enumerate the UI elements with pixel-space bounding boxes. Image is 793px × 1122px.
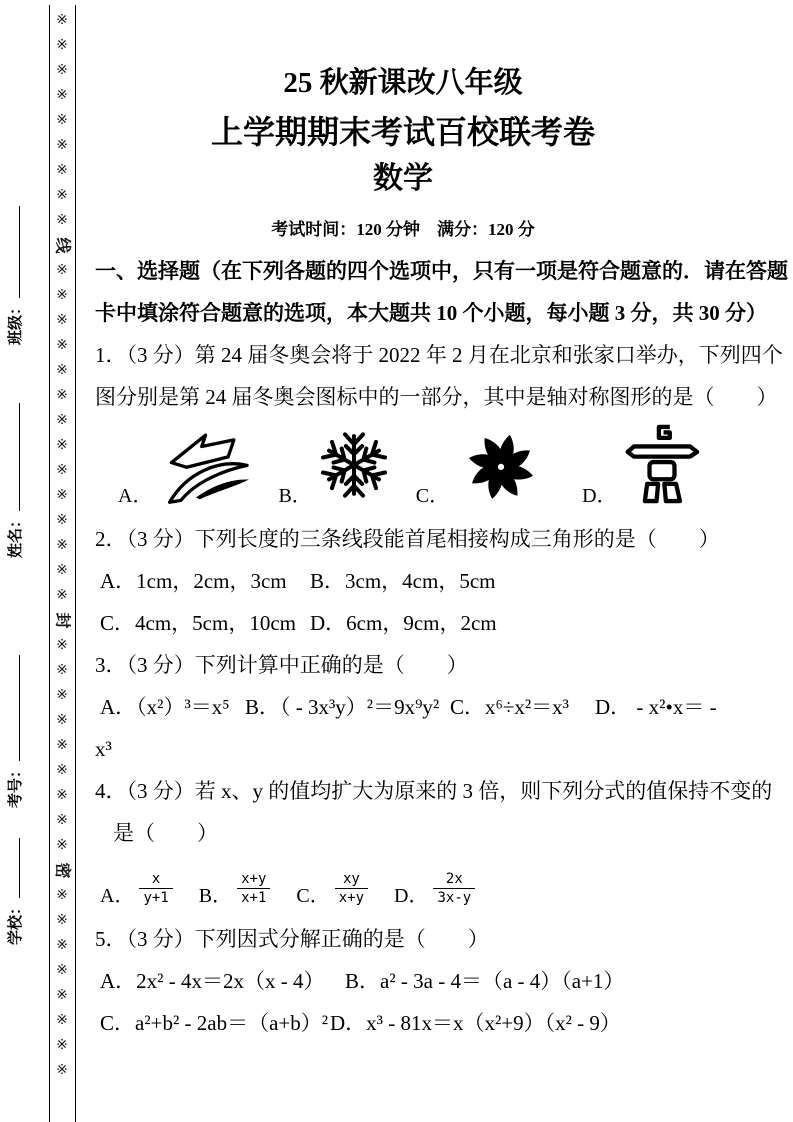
- name-field: [6, 403, 26, 558]
- seal-mark: ※: [56, 63, 68, 78]
- class-fill-blank: [6, 206, 20, 298]
- seal-mark: ※: [56, 788, 68, 803]
- q3-option-b-label: B．: [245, 695, 281, 720]
- q2-options-row1: [95, 560, 775, 602]
- q4-option-c-fraction: [335, 871, 368, 906]
- q5-option-b-label: B．: [345, 969, 381, 994]
- seal-mark: ※: [56, 913, 68, 928]
- school-field-label: 学校：: [8, 899, 24, 945]
- q3-option-a-label: A．: [100, 695, 137, 720]
- seal-mark: ※: [56, 1013, 68, 1028]
- q2-option-c-label: C．: [100, 611, 136, 636]
- q1-choice-d: [582, 422, 700, 506]
- seal-mark: ※: [56, 13, 68, 28]
- title-block: [95, 0, 711, 240]
- seal-mark: ※: [56, 463, 68, 478]
- q2-option-b-label: B．: [310, 569, 346, 594]
- seal-mark: ※: [56, 288, 68, 303]
- fraction-denominator: 3x-y: [437, 890, 472, 907]
- school-fill-blank: [6, 838, 20, 898]
- ski-swoosh-pictogram: [158, 421, 253, 506]
- seal-mark: ※: [56, 838, 68, 853]
- q1-choice-c-label: C．: [415, 485, 450, 508]
- q3-option-d-wrap: x³: [95, 737, 112, 762]
- exam-name-title: 上学期期末考试百校联考卷: [210, 113, 595, 150]
- q5-option-b-text: a² - 3a - 4＝（a - 4）（a+1）: [380, 969, 625, 994]
- q2-stem: 2．（3 分）下列长度的三条线段能首尾相接构成三角形的是（ ）: [95, 527, 720, 552]
- q5-option-d: [330, 1002, 621, 1044]
- exam-number-field: [6, 655, 26, 808]
- fraction-denominator: x+1: [241, 890, 267, 907]
- school-field: [6, 838, 26, 945]
- seal-mark: ※: [56, 738, 68, 753]
- q2-options-row2: [95, 602, 775, 644]
- q2-option-a: [100, 560, 310, 602]
- seal-word: 封: [53, 612, 71, 629]
- seal-mark: ※: [56, 213, 68, 228]
- q5-option-d-label: D．: [330, 1011, 367, 1036]
- seal-mark: ※: [56, 638, 68, 653]
- q4-option-d: [394, 871, 475, 906]
- q2-option-c: [100, 602, 310, 644]
- seal-mark: ※: [56, 813, 68, 828]
- q1-choice-c: [416, 426, 547, 506]
- q4-option-d-label: D．: [394, 885, 429, 908]
- q1-choice-d-label: D．: [582, 485, 617, 508]
- q5-option-a: [100, 960, 345, 1002]
- q5-option-c-text: a²+b² - 2ab＝（a+b）²: [135, 1011, 329, 1036]
- q3-option-d-label: D．: [595, 695, 632, 720]
- exam-time-score-info: 考试时间：120 分钟 满分：120 分: [271, 220, 535, 240]
- seal-mark: ※: [56, 38, 68, 53]
- seal-mark: ※: [56, 88, 68, 103]
- q1-choice-a-label: A．: [118, 485, 153, 508]
- exam-content: [95, 0, 788, 1044]
- q4-option-c-label: C．: [296, 885, 330, 908]
- seal-mark: ※: [56, 163, 68, 178]
- q4-option-b-fraction: [237, 871, 270, 906]
- q1-stem-line1: 1．（3 分）第 24 届冬奥会将于 2022 年 2 月在北京和张家口举办，下列四个: [95, 343, 783, 368]
- seal-mark: ※: [56, 138, 68, 153]
- fraction-numerator: 2x: [433, 871, 475, 889]
- name-fill-blank: [6, 403, 20, 511]
- section1-heading-line2: 卡中填涂符合题意的选项，本大题共 10 个小题，每小题 3 分，共 30 分）: [95, 301, 767, 326]
- seal-mark: ※: [56, 313, 68, 328]
- q3-option-a: [100, 686, 245, 728]
- q3-option-c-label: C．: [450, 695, 486, 720]
- q5-option-c-label: C．: [100, 1011, 136, 1036]
- seal-mark: ※: [56, 188, 68, 203]
- seal-mark: ※: [56, 688, 68, 703]
- q5-option-d-text: x³ - 81x＝x（x²+9）（x² - 9）: [366, 1011, 621, 1036]
- seal-column: [49, 8, 75, 1083]
- fraction-numerator: x: [139, 871, 172, 889]
- seal-mark: ※: [56, 388, 68, 403]
- q1-stem-line2: 图分别是第 24 届冬奥会图标中的一部分，其中是轴对称图形的是（ ）: [95, 385, 778, 410]
- q4-option-c: [296, 871, 368, 906]
- q5-options-row1: [95, 960, 775, 1002]
- seal-mark: ※: [56, 1063, 68, 1078]
- fraction-denominator: x+y: [338, 890, 365, 907]
- q2-option-b: [310, 560, 495, 602]
- fraction-numerator: x+y: [237, 871, 270, 889]
- seal-mark: ※: [56, 363, 68, 378]
- seal-mark: ※: [56, 713, 68, 728]
- q4-option-a-label: A．: [100, 885, 135, 908]
- seal-mark: ※: [56, 338, 68, 353]
- q5-option-c: [100, 1002, 330, 1044]
- seal-mark: ※: [56, 438, 68, 453]
- q2-option-d: [310, 602, 497, 644]
- seal-mark: ※: [56, 413, 68, 428]
- q3-option-d-text: - x²•x＝ -: [631, 695, 717, 720]
- seal-mark: ※: [56, 113, 68, 128]
- seal-word: 密: [53, 862, 71, 879]
- q1-choice-a: [118, 421, 253, 506]
- seal-mark: ※: [56, 488, 68, 503]
- q4-option-d-fraction: [433, 871, 475, 906]
- seal-mark: ※: [56, 588, 68, 603]
- questions-body: [95, 250, 788, 1044]
- exam-number-fill-blank: [6, 655, 20, 761]
- q2-option-a-text: 1cm，2cm，3cm: [136, 569, 287, 594]
- exam-number-field-label: 考号：: [8, 762, 24, 808]
- seal-mark: ※: [56, 538, 68, 553]
- q4-stem-line1: 4．（3 分）若 x、y 的值均扩大为原来的 3 倍，则下列分式的值保持不变的: [95, 779, 773, 804]
- q5-options-row2: [95, 1002, 775, 1044]
- q3-stem: 3．（3 分）下列计算中正确的是（ ）: [95, 653, 468, 678]
- q3-option-c-text: x⁶÷x²＝x³: [485, 695, 569, 720]
- flower-pinwheel-pictogram: [455, 426, 547, 506]
- q2-option-c-text: 4cm，5cm，10cm: [135, 611, 296, 636]
- q3-options-row: [95, 686, 775, 728]
- exam-series-title: 25 秋新课改八年级: [283, 67, 523, 99]
- q2-option-d-text: 6cm，9cm，2cm: [346, 611, 497, 636]
- q5-option-a-label: A．: [100, 969, 137, 994]
- seal-border-line-right: [75, 5, 76, 1122]
- q2-option-d-label: D．: [310, 611, 347, 636]
- q5-stem: 5．（3 分）下列因式分解正确的是（ ）: [95, 927, 489, 952]
- q3-option-d: [595, 686, 717, 728]
- fraction-numerator: xy: [335, 871, 368, 889]
- seal-mark: ※: [56, 963, 68, 978]
- seal-mark: ※: [56, 263, 68, 278]
- name-field-label: 姓名：: [8, 512, 24, 558]
- seal-mark: ※: [56, 513, 68, 528]
- q3-option-c: [450, 686, 595, 728]
- q4-option-b: [199, 871, 271, 906]
- subject-title: 数学: [373, 162, 433, 196]
- section1-heading-line1: 一、选择题（在下列各题的四个选项中，只有一项是符合题意的．请在答题: [95, 259, 788, 284]
- seal-mark: ※: [56, 563, 68, 578]
- fraction-denominator: y+1: [143, 890, 169, 907]
- q1-choice-b: [278, 424, 389, 506]
- q1-choices-row: [95, 418, 775, 518]
- q3-option-b: [245, 686, 450, 728]
- inukshuk-pictogram: [623, 422, 701, 506]
- seal-mark: ※: [56, 1038, 68, 1053]
- q5-option-b: [345, 960, 624, 1002]
- seal-mark: ※: [56, 888, 68, 903]
- class-field: [6, 206, 26, 345]
- q4-stem-line2: 是（ ）: [113, 821, 218, 846]
- seal-mark: ※: [56, 938, 68, 953]
- snowflake-pictogram: [318, 424, 390, 506]
- seal-mark: ※: [56, 988, 68, 1003]
- q4-option-a-fraction: [139, 871, 172, 906]
- q4-options-row: [95, 854, 775, 918]
- seal-word: 线: [53, 237, 71, 254]
- q3-option-b-text: （ - 3x³y）²＝9x⁹y²: [280, 695, 440, 720]
- q2-option-a-label: A．: [100, 569, 137, 594]
- q1-choice-b-label: B．: [278, 485, 312, 508]
- q3-option-a-text: （x²）³＝x⁵: [136, 695, 230, 720]
- q4-option-a: [100, 871, 173, 906]
- q2-option-b-text: 3cm，4cm，5cm: [345, 569, 496, 594]
- q5-option-a-text: 2x² - 4x＝2x（x - 4）: [136, 969, 325, 994]
- q4-option-b-label: B．: [198, 885, 233, 908]
- seal-mark: ※: [56, 663, 68, 678]
- seal-mark: ※: [56, 763, 68, 778]
- class-field-label: 班级：: [8, 299, 24, 345]
